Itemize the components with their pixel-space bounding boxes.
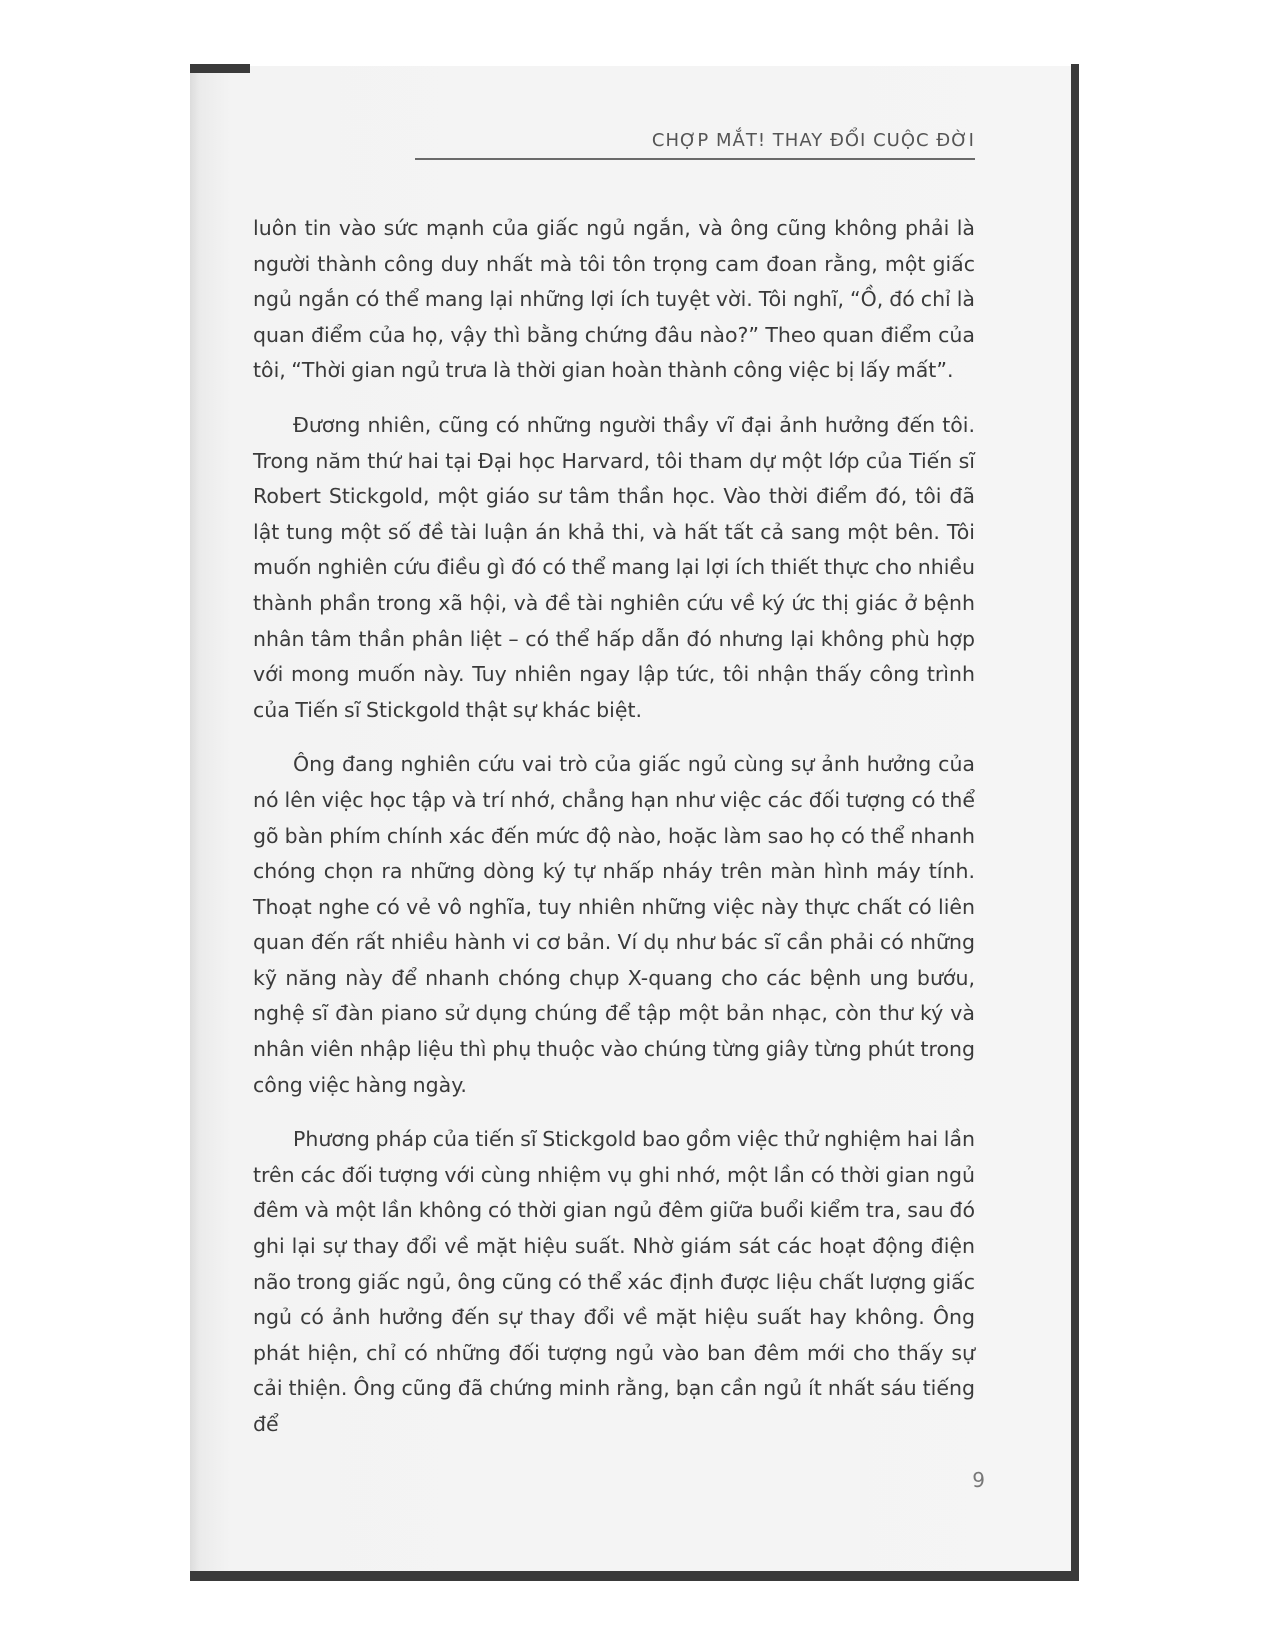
body-text bbox=[253, 211, 975, 1443]
paragraph-1: luôn tin vào sức mạnh của giấc ngủ ngắn, và ông cũng không phải là người thành công duy nhất mà tôi tôn trọng cam đoan rằng, một giấc ngủ ngắn có thể mang lại những lợi ích tuyệt vời. Tôi nghĩ, “Ồ, đó chỉ là quan điểm của họ, vậy thì bằng chứng đâu nào?” Theo quan điểm của tôi, “Thời gian ngủ trưa là thời gian hoàn thành công việc bị lấy mất”. bbox=[253, 216, 975, 383]
page-number: 9 bbox=[972, 1468, 985, 1492]
paragraph-3: Ông đang nghiên cứu vai trò của giấc ngủ cùng sự ảnh hưởng của nó lên việc học tập và trí nhớ, chẳng hạn như việc các đối tượng có thể gõ bàn phím chính xác đến mức độ nào, hoặc làm sao họ có thể nhanh chóng chọn ra những dòng ký tự nhấp nháy trên màn hình máy tính. Thoạt nghe có vẻ vô nghĩa, tuy nhiên những việc này thực chất có liên quan đến rất nhiều hành vi cơ bản. Ví dụ như bác sĩ cần phải có những kỹ năng này để nhanh chóng chụp X-quang cho các bệnh ung bướu, nghệ sĩ đàn piano sử dụng chúng để tập một bản nhạc, còn thư ký và nhân viên nhập liệu thì phụ thuộc vào chúng từng giây từng phút trong công việc hàng ngày. bbox=[253, 752, 975, 1097]
paragraph-2: Đương nhiên, cũng có những người thầy vĩ đại ảnh hưởng đến tôi. Trong năm thứ hai tại Đại học Harvard, tôi tham dự một lớp của Tiến sĩ Robert Stickgold, một giáo sư tâm thần học. Vào thời điểm đó, tôi đã lật tung một số đề tài luận án khả thi, và hất tất cả sang một bên. Tôi muốn nghiên cứu điều gì đó có thể mang lại lợi ích thiết thực cho nhiều thành phần trong xã hội, và đề tài nghiên cứu về ký ức thị giác ở bệnh nhân tâm thần phân liệt – có thể hấp dẫn đó nhưng lại không phù hợp với mong muốn này. Tuy nhiên ngay lập tức, tôi nhận thấy công trình của Tiến sĩ Stickgold thật sự khác biệt. bbox=[253, 412, 975, 722]
header-rule bbox=[415, 158, 975, 160]
running-header: CHỢP MẮT! THAY ĐỔI CUỘC ĐỜI bbox=[651, 130, 975, 151]
scan-edge-top bbox=[190, 64, 250, 73]
scan-edge-right bbox=[1071, 64, 1079, 1580]
paragraph-4: Phương pháp của tiến sĩ Stickgold bao gồm việc thử nghiệm hai lần trên các đối tượng với cùng nhiệm vụ ghi nhớ, một lần có thời gian ngủ đêm và một lần không có thời gian ngủ đêm giữa buổi kiểm tra, sau đó ghi lại sự thay đổi về mặt hiệu suất. Nhờ giám sát các hoạt động điện não trong giấc ngủ, ông cũng có thể xác định được liệu chất lượng giấc ngủ có ảnh hưởng đến sự thay đổi về mặt hiệu suất hay không. Ông phát hiện, chỉ có những đối tượng ngủ vào ban đêm mới cho thấy sự cải thiện. Ông cũng đã chứng minh rằng, bạn cần ngủ ít nhất sáu tiếng để bbox=[253, 1127, 975, 1436]
scan-edge-bottom bbox=[190, 1571, 1079, 1581]
